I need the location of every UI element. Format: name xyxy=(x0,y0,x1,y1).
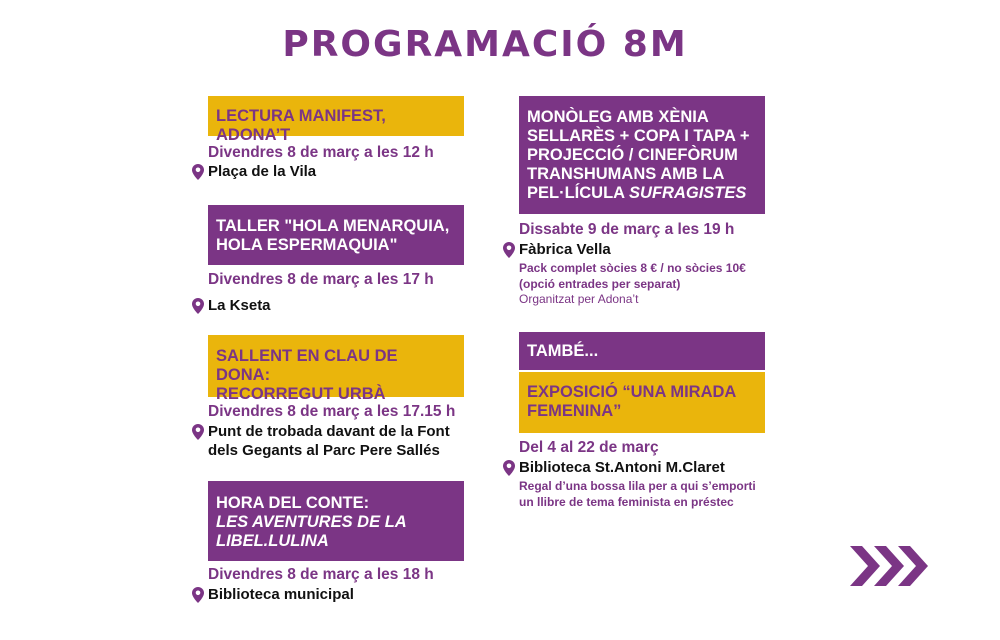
event-date: Divendres 8 de març a les 17.15 h xyxy=(208,403,456,420)
event-date: Dissabte 9 de març a les 19 h xyxy=(519,221,735,238)
event-title-line: RECORREGUT URBÀ xyxy=(216,385,386,403)
event-title-line: PEL·LÍCULA SUFRAGISTES xyxy=(527,184,747,202)
event-card xyxy=(208,96,464,181)
event-title-line: LES AVENTURES DE LA xyxy=(216,513,407,531)
event-title-box xyxy=(519,96,765,214)
page-title: PROGRAMACIÓ 8M xyxy=(282,24,688,65)
event-location xyxy=(208,162,464,181)
film-title: SUFRAGISTES xyxy=(629,184,747,202)
event-title-line: LIBEL.LULINA xyxy=(216,532,329,550)
event-location xyxy=(519,458,765,477)
gift-note: Regal d’una bossa lila per a qui s’emporti un llibre de tema feminista en préstec xyxy=(519,479,756,509)
event-title-box xyxy=(519,372,765,433)
event-title-box xyxy=(208,481,464,561)
event-title-line: TALLER "HOLA MENARQUIA, xyxy=(216,217,450,235)
event-title-line: LECTURA MANIFEST, ADONA’T xyxy=(216,107,386,144)
location-pin-icon xyxy=(192,424,204,440)
event-title-line: TRANSHUMANS AMB LA xyxy=(527,165,725,183)
location-pin-icon xyxy=(503,460,515,476)
event-title-line: SALLENT EN CLAU DE DONA: xyxy=(216,347,398,384)
event-title-box xyxy=(208,96,464,144)
event-place: Fàbrica Vella xyxy=(519,241,611,258)
event-place: Plaça de la Vila xyxy=(208,163,317,180)
event-location xyxy=(208,422,464,460)
event-card xyxy=(519,96,765,308)
event-place: La Kseta xyxy=(208,297,271,314)
event-title-line: HORA DEL CONTE: xyxy=(216,494,370,512)
also-label-box xyxy=(519,332,765,370)
location-pin-icon xyxy=(192,164,204,180)
event-location xyxy=(208,296,464,315)
location-pin-icon xyxy=(503,242,515,258)
event-place: Biblioteca municipal xyxy=(208,586,354,603)
event-title-box xyxy=(208,335,464,403)
event-title-line: SELLARÈS + COPA I TAPA + xyxy=(527,127,750,145)
event-date: Del 4 al 22 de març xyxy=(519,439,659,456)
also-label: TAMBÉ... xyxy=(527,342,599,360)
location-pin-icon xyxy=(192,298,204,314)
event-title-line: FEMENINA” xyxy=(527,402,622,420)
event-card xyxy=(208,335,464,460)
event-place: Biblioteca St.Antoni M.Claret xyxy=(519,459,725,476)
triple-chevron-right-icon[interactable] xyxy=(850,546,930,586)
event-location xyxy=(519,240,765,259)
location-pin-icon xyxy=(192,587,204,603)
price-note: Pack complet sòcies 8 € / no sòcies 10€ (opció entrades per separat) xyxy=(519,261,746,291)
event-date: Divendres 8 de març a les 12 h xyxy=(208,144,434,161)
event-title-line: EXPOSICIÓ “UNA MIRADA xyxy=(527,383,737,401)
event-title-line: HOLA ESPERMAQUIA" xyxy=(216,236,398,254)
event-place: Punt de trobada davant de la Font dels Gegants al Parc Pere Sallés xyxy=(208,423,450,459)
event-card xyxy=(208,481,464,604)
event-title-line: PROJECCIÓ / CINEFÒRUM xyxy=(527,146,738,164)
event-card xyxy=(208,205,464,315)
event-title-line: MONÒLEG AMB XÈNIA xyxy=(527,108,709,126)
event-date: Divendres 8 de març a les 17 h xyxy=(208,271,434,288)
event-title-box xyxy=(208,205,464,265)
organizer-note: Organitzat per Adona’t xyxy=(519,292,639,306)
event-location xyxy=(208,585,464,604)
event-card xyxy=(519,372,765,510)
event-date: Divendres 8 de març a les 18 h xyxy=(208,566,434,583)
